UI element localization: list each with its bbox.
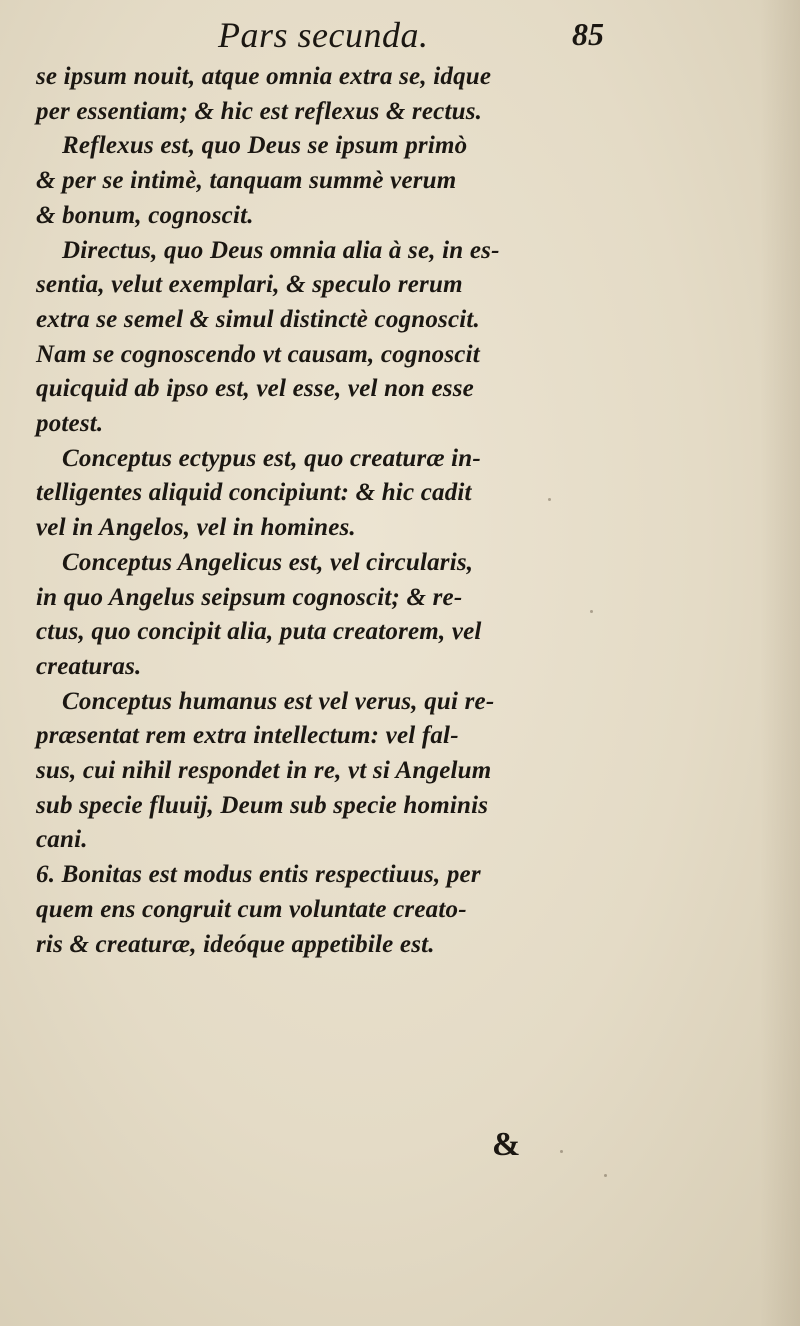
- text-line: ris & creaturæ, ideóque appetibile est.: [36, 930, 435, 958]
- text-line: vel in Angelos, vel in homines.: [36, 514, 356, 542]
- text-line: cani.: [36, 826, 88, 854]
- text-line: quem ens congruit cum voluntate creato-: [36, 895, 467, 923]
- paper-speck: [548, 498, 551, 501]
- text-line: Conceptus Angelicus est, vel circularis,: [62, 548, 474, 576]
- text-line: sus, cui nihil respondet in re, vt si Angelum: [36, 757, 492, 785]
- body-text: [36, 60, 636, 962]
- text-line: Directus, quo Deus omnia alia à se, in es-: [62, 236, 500, 264]
- text-line: ctus, quo concipit alia, puta creatorem, vel: [36, 618, 482, 646]
- text-line: Conceptus ectypus est, quo creaturæ in-: [62, 444, 481, 472]
- text-line: Conceptus humanus est vel verus, qui re-: [62, 687, 495, 715]
- running-title: Pars secunda.: [218, 15, 429, 55]
- text-line: sub specie fluuij, Deum sub specie hominis: [36, 791, 489, 819]
- text-line: potest.: [36, 410, 104, 438]
- page-number: 85: [572, 16, 604, 52]
- paper-speck: [590, 610, 593, 613]
- text-line: telligentes aliquid concipiunt: & hic cadit: [36, 479, 472, 507]
- text-line: sentia, velut exemplari, & speculo rerum: [36, 271, 463, 299]
- text-line: se ipsum nouit, atque omnia extra se, idque: [36, 63, 492, 90]
- text-line: creaturas.: [36, 652, 142, 680]
- text-line: Reflexus est, quo Deus se ipsum primò: [62, 132, 468, 160]
- text-line: præsentat rem extra intellectum: vel fal-: [36, 722, 459, 750]
- text-line: & per se intimè, tanquam summè verum: [36, 167, 457, 195]
- paper-speck: [604, 1174, 607, 1177]
- catchword: &: [492, 1126, 521, 1163]
- paper-speck: [312, 492, 315, 495]
- text-line: Nam se cognoscendo vt causam, cognoscit: [36, 340, 480, 368]
- page-header: [0, 14, 800, 58]
- text-line: in quo Angelus seipsum cognoscit; & re-: [36, 583, 463, 611]
- text-line: per essentiam; & hic est reflexus & rectus.: [36, 97, 483, 125]
- paper-speck: [560, 1150, 563, 1153]
- text-line: quicquid ab ipso est, vel esse, vel non esse: [36, 375, 474, 403]
- text-line: 6. Bonitas est modus entis respectiuus, per: [36, 861, 481, 889]
- text-line: extra se semel & simul distinctè cognoscit.: [36, 305, 481, 333]
- text-line: & bonum, cognoscit.: [36, 201, 254, 229]
